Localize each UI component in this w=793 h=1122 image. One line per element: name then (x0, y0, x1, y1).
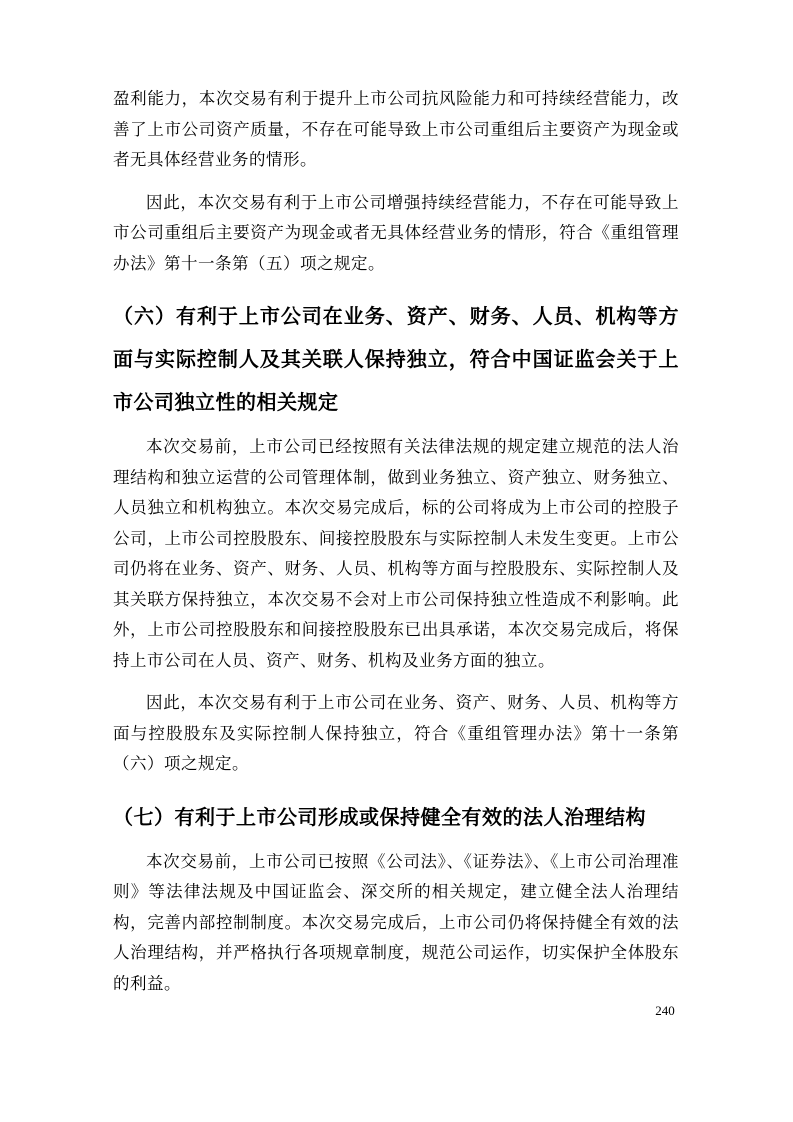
paragraph-continuation: 盈利能力，本次交易有利于提升上市公司抗风险能力和可持续经营能力，改善了上市公司资产质量，不存在可能导致上市公司重组后主要资产为现金或者无具体经营业务的情形。 (113, 89, 679, 169)
paragraph-independence-body: 本次交易前，上市公司已经按照有关法律法规的规定建立规范的法人治理结构和独立运营的公司管理体制，做到业务独立、资产独立、财务独立、人员独立和机构独立。本次交易完成后，标的公司将成为上市公司的控股子公司，上市公司控股股东、间接控股股东与实际控制人未发生变更。上市公司仍将在业务、资产、财务、人员、机构等方面与控股股东、实际控制人及其关联方保持独立，本次交易不会对上市公司保持独立性造成不利影响。此外，上市公司控股股东和间接控股股东已出具承诺，本次交易完成后，将保持上市公司在人员、资产、财务、机构及业务方面的独立。 (113, 437, 679, 670)
paragraph-conclusion-section6: 因此，本次交易有利于上市公司在业务、资产、财务、人员、机构等方面与控股股东及实际控制人保持独立，符合《重组管理办法》第十一条第（六）项之规定。 (113, 693, 679, 773)
paragraph-conclusion-section5: 因此，本次交易有利于上市公司增强持续经营能力，不存在可能导致上市公司重组后主要资产为现金或者无具体经营业务的情形，符合《重组管理办法》第十一条第（五）项之规定。 (113, 192, 679, 273)
section-heading-6: （六）有利于上市公司在业务、资产、财务、人员、机构等方面与实际控制人及其关联人保持独立，符合中国证监会关于上市公司独立性的相关规定 (113, 306, 679, 414)
document-content (113, 84, 679, 1011)
page-number: 240 (655, 1003, 675, 1018)
section-heading-7: （七）有利于上市公司形成或保持健全有效的法人治理结构 (113, 806, 646, 829)
paragraph-governance-body: 本次交易前，上市公司已按照《公司法》、《证券法》、《上市公司治理准则》等法律法规及中国证监会、深交所的相关规定，建立健全法人治理结构，完善内部控制制度。本次交易完成后，上市公司仍将保持健全有效的法人治理结构，并严格执行各项规章制度，规范公司运作，切实保护全体股东的利益。 (113, 851, 679, 993)
